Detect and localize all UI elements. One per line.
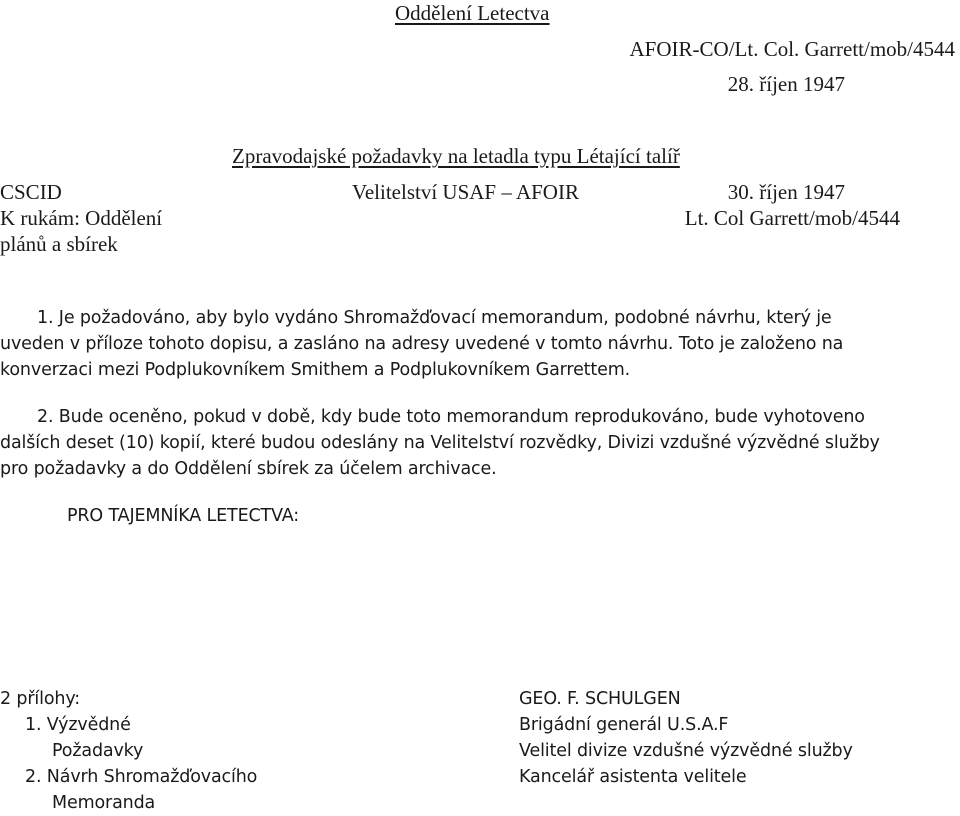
routing-attention-line1: K rukám: Oddělení [0,206,163,230]
paragraph-1-line-1: 1. Je požadováno, aby bylo vydáno Shromažďovací memorandum, podobné návrhu, který je [37,308,832,328]
header-reference: AFOIR-CO/Lt. Col. Garrett/mob/4544 [629,37,955,61]
department-heading: Oddělení Letectva [395,1,550,25]
attachment-2-line-1: 2. Návrh Shromažďovacího [25,767,258,787]
memo-subject: Zpravodajské požadavky na letadla typu Létající talíř [232,144,680,168]
paragraph-2-line-3: pro požadavky a do Oddělení sbírek za účelem archivace. [0,459,497,479]
signature-role: Velitel divize vzdušné výzvědné služby [519,741,853,761]
routing-reference: Lt. Col Garrett/mob/4544 [684,206,900,230]
attachment-2-line-2: Memoranda [52,793,156,813]
signature-rank: Brigádní generál U.S.A.F [519,715,729,735]
paragraph-2-line-1: 2. Bude oceněno, pokud v době, kdy bude toto memorandum reprodukováno, bude vyhotoveno [37,407,865,427]
for-chief-line: PRO TAJEMNÍKA LETECTVA: [67,506,300,526]
paragraph-1-line-2: uveden v příloze tohoto dopisu, a zasláno na adresy uvedené v tomto návrhu. Toto je založeno na [0,334,844,354]
paragraph-1-line-3: konverzaci mezi Podplukovníkem Smithem a Podplukovníkem Garrettem. [0,360,631,380]
routing-from-code: CSCID [0,180,62,204]
signature-name: GEO. F. SCHULGEN [519,689,681,709]
paragraph-2-line-2: dalších deset (10) kopií, které budou odeslány na Velitelství rozvědky, Divizi vzdušné výzvědné služby [0,433,880,453]
attachment-1-line-2: Požadavky [52,741,144,761]
attachment-1-line-1: 1. Výzvědné [25,715,131,735]
routing-attention-line2: plánů a sbírek [0,232,118,256]
header-date: 28. říjen 1947 [727,72,845,96]
attachments-heading: 2 přílohy: [0,689,81,709]
signature-office: Kancelář asistenta velitele [519,767,747,787]
routing-command: Velitelství USAF – AFOIR [352,180,579,204]
routing-date: 30. říjen 1947 [727,180,845,204]
